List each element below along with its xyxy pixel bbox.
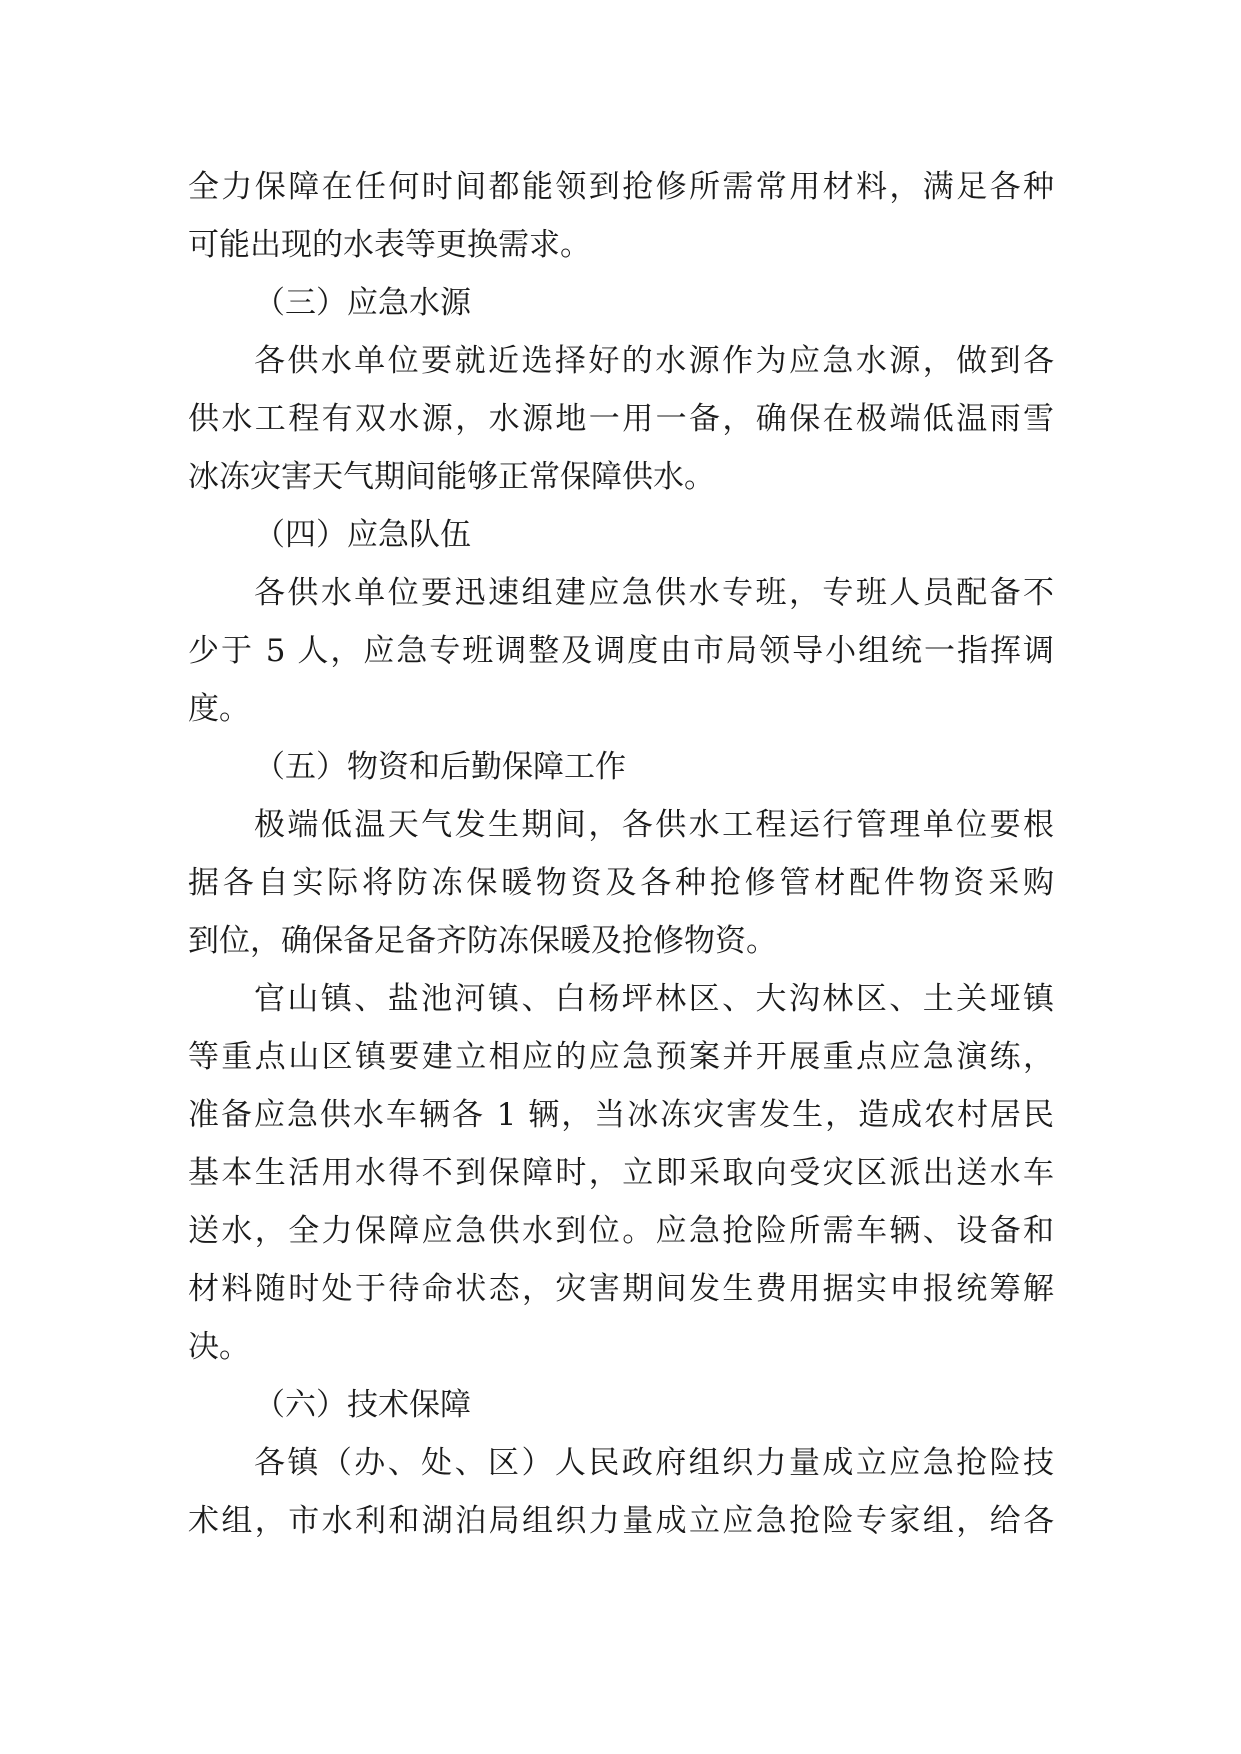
section-heading: （四）应急队伍 (254, 517, 471, 553)
section-heading: （六）技术保障 (254, 1387, 471, 1423)
paragraph-line: 各镇（办、处、区）人民政府组织力量成立应急抢险技 (254, 1445, 1054, 1481)
paragraph-line: 决。 (188, 1329, 250, 1365)
paragraph-line: 冰冻灾害天气期间能够正常保障供水。 (188, 459, 715, 495)
paragraph-line: 可能出现的水表等更换需求。 (188, 227, 591, 263)
paragraph-line: 等重点山区镇要建立相应的应急预案并开展重点应急演练， (188, 1039, 1054, 1075)
section-heading: （五）物资和后勤保障工作 (254, 749, 626, 785)
paragraph-line: 准备应急供水车辆各 1 辆，当冰冻灾害发生，造成农村居民 (188, 1097, 1054, 1133)
paragraph-line: 极端低温天气发生期间，各供水工程运行管理单位要根 (254, 807, 1054, 843)
paragraph-line: 各供水单位要就近选择好的水源作为应急水源，做到各 (254, 343, 1054, 379)
paragraph-line: 材料随时处于待命状态，灾害期间发生费用据实申报统筹解 (188, 1271, 1054, 1307)
paragraph-line: 术组，市水利和湖泊局组织力量成立应急抢险专家组，给各 (188, 1503, 1054, 1539)
paragraph-line: 全力保障在任何时间都能领到抢修所需常用材料，满足各种 (188, 169, 1054, 205)
paragraph-line: 少于 5 人，应急专班调整及调度由市局领导小组统一指挥调 (188, 633, 1054, 669)
paragraph-line: 到位，确保备足备齐防冻保暖及抢修物资。 (188, 923, 777, 959)
paragraph-line: 度。 (188, 691, 250, 727)
paragraph-line: 基本生活用水得不到保障时，立即采取向受灾区派出送水车 (188, 1155, 1054, 1191)
paragraph-line: 供水工程有双水源，水源地一用一备，确保在极端低温雨雪 (188, 401, 1054, 437)
section-heading: （三）应急水源 (254, 285, 471, 321)
paragraph-line: 送水，全力保障应急供水到位。应急抢险所需车辆、设备和 (188, 1213, 1054, 1249)
paragraph-line: 官山镇、盐池河镇、白杨坪林区、大沟林区、土关垭镇 (254, 981, 1054, 1017)
paragraph-line: 各供水单位要迅速组建应急供水专班，专班人员配备不 (254, 575, 1054, 611)
document-body (188, 158, 1054, 1550)
paragraph-line: 据各自实际将防冻保暖物资及各种抢修管材配件物资采购 (188, 865, 1054, 901)
